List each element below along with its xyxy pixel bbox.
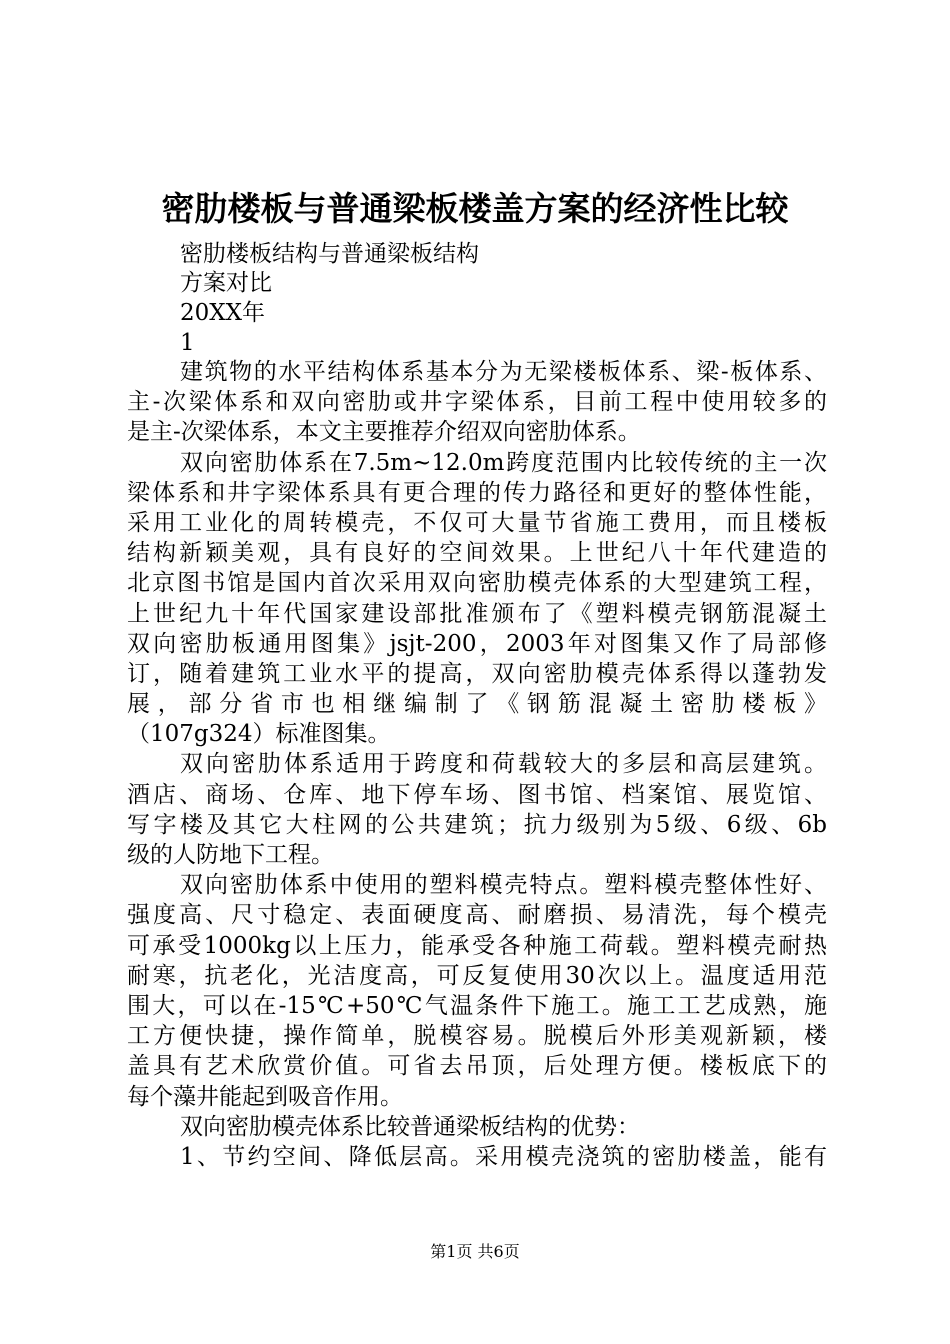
body-line: 双向密肋体系中使用的塑料模壳特点。塑料模壳整体性好、 xyxy=(180,872,827,899)
body-line: 梁体系和井字梁体系具有更合理的传力路径和更好的整体性能， xyxy=(127,479,827,506)
body-line: 每个藻井能起到吸音作用。 xyxy=(127,1083,403,1110)
body-line: 展，部分省市也相继编制了《钢筋混凝土密肋楼板》 xyxy=(127,691,827,718)
body-line: 双向密肋板通用图集》jsjt-200，2003年对图集又作了局部修 xyxy=(127,630,827,657)
body-line: 围大，可以在-15℃+50℃气温条件下施工。施工工艺成熟，施 xyxy=(127,992,827,1019)
body-line: 建筑物的水平结构体系基本分为无梁楼板体系、梁-板体系、 xyxy=(180,359,827,385)
body-line: 级的人防地下工程。 xyxy=(127,842,334,868)
body-line: 结构新颖美观，具有良好的空间效果。上世纪八十年代建造的 xyxy=(127,540,827,567)
body-text xyxy=(127,357,827,1172)
body-line: 双向密肋体系在7.5m~12.0m跨度范围内比较传统的主一次 xyxy=(180,449,827,476)
body-line: 订，随着建筑工业水平的提高，双向密肋模壳体系得以蓬勃发 xyxy=(127,660,827,687)
body-line: 双向密肋体系适用于跨度和荷载较大的多层和高层建筑。 xyxy=(180,751,827,778)
subtitle-line-1: 密肋楼板结构与普通梁板结构 xyxy=(180,241,479,267)
body-line: 可承受1000kg以上压力，能承受各种施工荷载。塑料模壳耐热 xyxy=(127,932,827,959)
body-line: 主-次梁体系和双向密肋或井字梁体系，目前工程中使用较多的 xyxy=(127,389,827,416)
body-line: 写字楼及其它大柱网的公共建筑；抗力级别为5级、6级、6b xyxy=(127,811,827,838)
subtitle-line-3: 20XX年 xyxy=(180,300,266,326)
body-line: 是主-次梁体系，本文主要推荐介绍双向密肋体系。 xyxy=(127,419,641,446)
body-line: 酒店、商场、仓库、地下停车场、图书馆、档案馆、展览馆、 xyxy=(127,781,827,808)
subtitle-line-4: 1 xyxy=(180,330,195,356)
body-line: 强度高、尺寸稳定、表面硬度高、耐磨损、易清洗，每个模壳 xyxy=(127,902,827,929)
body-line: 1、节约空间、降低层高。采用模壳浇筑的密肋楼盖，能有 xyxy=(180,1143,827,1170)
body-line: 北京图书馆是国内首次采用双向密肋模壳体系的大型建筑工程， xyxy=(127,570,827,597)
subtitle-line-2: 方案对比 xyxy=(180,270,272,296)
page-title: 密肋楼板与普通梁板楼盖方案的经济性比较 xyxy=(161,189,789,228)
body-line: 双向密肋模壳体系比较普通梁板结构的优势： xyxy=(180,1113,640,1140)
body-line: 工方便快捷，操作简单，脱模容易。脱模后外形美观新颖，楼 xyxy=(127,1023,827,1050)
body-line: 上世纪九十年代国家建设部批准颁布了《塑料模壳钢筋混凝土 xyxy=(127,600,827,627)
body-line: （107g324）标准图集。 xyxy=(127,721,391,748)
body-line: 采用工业化的周转模壳，不仅可大量节省施工费用，而且楼板 xyxy=(127,509,827,536)
body-line: 耐寒，抗老化，光洁度高，可反复使用30次以上。温度适用范 xyxy=(127,962,827,989)
body-line: 盖具有艺术欣赏价值。可省去吊顶，后处理方便。楼板底下的 xyxy=(127,1053,827,1080)
page-footer: 第1页 共6页 xyxy=(430,1242,520,1261)
